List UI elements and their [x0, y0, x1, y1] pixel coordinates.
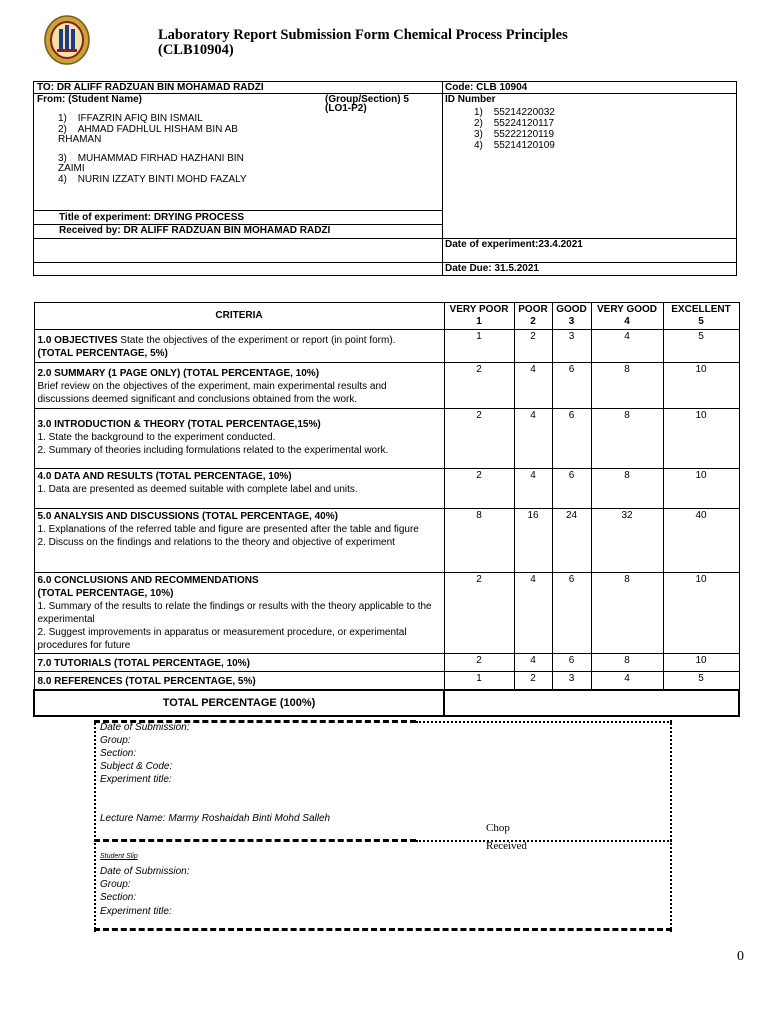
score-cell: 8 [591, 573, 663, 654]
id-3 [474, 129, 554, 140]
score-cell: 4 [591, 672, 663, 691]
slip-field: Section: [100, 748, 137, 759]
slip-field: Experiment title: [100, 774, 172, 785]
table-row [34, 573, 739, 654]
id-4 [474, 140, 555, 151]
lecturer-name: Lecture Name: Marmy Roshaidah Binti Mohd Salleh [100, 813, 331, 824]
code-field: Code: CLB 10904 [445, 82, 528, 93]
university-logo [44, 15, 90, 65]
criteria-table [33, 302, 740, 717]
score-cell: 2 [444, 409, 514, 469]
score-cell: 5 [663, 330, 739, 363]
level-header: VERY GOOD 4 [591, 303, 663, 330]
score-cell: 10 [663, 573, 739, 654]
student-name: NURIN IZZATY BINTI MOHD FAZALY [77, 174, 247, 185]
student-name: AHMAD FADHLUL HISHAM BIN AB [77, 124, 238, 135]
criteria-header: CRITERIA [34, 303, 444, 330]
score-cell: 4 [514, 469, 552, 509]
score-cell: 10 [663, 409, 739, 469]
student-name: MUHAMMAD FIRHAD HAZHANI BIN [77, 153, 244, 164]
to-field: TO: DR ALIFF RADZUAN BIN MOHAMAD RADZI [37, 82, 264, 93]
score-cell: 6 [552, 363, 591, 409]
score-cell: 8 [591, 469, 663, 509]
id-num: 1) [474, 107, 483, 118]
score-cell: 8 [444, 509, 514, 573]
received-by: Received by: DR ALIFF RADZUAN BIN MOHAMAD RADZI [59, 225, 331, 236]
info-table [33, 81, 737, 276]
score-cell: 2 [444, 654, 514, 672]
criteria-cell: 1.0 OBJECTIVES State the objectives of the experiment or report (in point form). (TOTAL PERCENTAGE, 5%) [34, 330, 444, 363]
level-header: EXCELLENT 5 [663, 303, 739, 330]
score-cell: 40 [663, 509, 739, 573]
slip-field: Experiment title: [100, 906, 172, 917]
student-num: 2) [58, 124, 67, 135]
id-num: 4) [474, 140, 483, 151]
student-4 [58, 174, 247, 185]
id-num: 3) [474, 129, 483, 140]
received-label: Received [486, 840, 527, 852]
student-1 [58, 113, 203, 124]
page-number: 0 [737, 949, 744, 964]
student-num: 1) [58, 113, 67, 124]
id-num: 2) [474, 118, 483, 129]
form-title-line1: Laboratory Report Submission Form Chemical Process Principles [158, 27, 568, 43]
id-value: 55214220032 [493, 107, 555, 118]
id-2 [474, 118, 554, 129]
criteria-cell: 4.0 DATA AND RESULTS (TOTAL PERCENTAGE, 10%) 1. Data are presented as deemed suitable with complete label and units. [34, 469, 444, 509]
table-row [34, 363, 739, 409]
score-cell: 6 [552, 469, 591, 509]
student-num: 3) [58, 153, 67, 164]
group-sub: (LO1-P2) [325, 103, 367, 114]
score-cell: 10 [663, 363, 739, 409]
score-cell: 8 [591, 654, 663, 672]
id-1 [474, 107, 555, 118]
slip-field: Date of Submission: [100, 866, 190, 877]
id-value: 55224120117 [493, 118, 555, 129]
score-cell: 5 [663, 672, 739, 691]
level-header: POOR 2 [514, 303, 552, 330]
student-2-cont: RHAMAN [58, 134, 102, 145]
student-3-cont: ZAIMI [58, 163, 85, 174]
criteria-cell: 8.0 REFERENCES (TOTAL PERCENTAGE, 5%) [34, 672, 444, 691]
total-value-cell[interactable] [444, 690, 739, 716]
criteria-cell: 5.0 ANALYSIS AND DISCUSSIONS (TOTAL PERCENTAGE, 40%) 1. Explanations of the referred table and figure are presented after the table and figure 2. Discuss on the findings and relations to the theory and objective of experiment [34, 509, 444, 573]
level-header: GOOD 3 [552, 303, 591, 330]
slip-field: Group: [100, 735, 131, 746]
chop-label: Chop [486, 822, 510, 834]
id-value: 55222120119 [493, 129, 555, 140]
table-row [34, 409, 739, 469]
criteria-header-row [34, 303, 739, 330]
id-value: 55214120109 [493, 140, 555, 151]
score-cell: 4 [591, 330, 663, 363]
score-cell: 4 [514, 363, 552, 409]
experiment-title: Title of experiment: DRYING PROCESS [59, 212, 245, 223]
score-cell: 8 [591, 363, 663, 409]
student-name: IFFAZRIN AFIQ BIN ISMAIL [77, 113, 203, 124]
table-row [34, 330, 739, 363]
score-cell: 2 [514, 330, 552, 363]
id-label: ID Number [445, 94, 496, 105]
form-title-line2: (CLB10904) [158, 42, 234, 58]
total-label: TOTAL PERCENTAGE (100%) [34, 690, 444, 716]
slip-field: Date of Submission: [100, 722, 190, 733]
score-cell: 6 [552, 573, 591, 654]
date-due: Date Due: 31.5.2021 [445, 263, 539, 274]
total-row [34, 690, 739, 716]
score-cell: 2 [444, 363, 514, 409]
score-cell: 10 [663, 469, 739, 509]
form-title [158, 28, 568, 58]
score-cell: 1 [444, 330, 514, 363]
submission-slip [94, 720, 672, 932]
score-cell: 3 [552, 672, 591, 691]
table-row [34, 672, 739, 691]
score-cell: 10 [663, 654, 739, 672]
slip-field: Section: [100, 892, 137, 903]
score-cell: 8 [591, 409, 663, 469]
level-header: VERY POOR 1 [444, 303, 514, 330]
score-cell: 4 [514, 654, 552, 672]
criteria-cell: 6.0 CONCLUSIONS AND RECOMMENDATIONS (TOTAL PERCENTAGE, 10%) 1. Summary of the results to relate the findings or results with the theory applicable to the experimental 2. Suggest improvements in apparatus or measurement procedure, or experimental procedures for future [34, 573, 444, 654]
from-label: From: (Student Name) [37, 94, 142, 105]
score-cell: 1 [444, 672, 514, 691]
score-cell: 2 [444, 573, 514, 654]
score-cell: 24 [552, 509, 591, 573]
table-row [34, 654, 739, 672]
score-cell: 6 [552, 654, 591, 672]
date-of-experiment: Date of experiment:23.4.2021 [445, 239, 583, 250]
score-cell: 32 [591, 509, 663, 573]
score-cell: 4 [514, 573, 552, 654]
student-3 [58, 153, 244, 164]
score-cell: 6 [552, 409, 591, 469]
student-slip-label: Student Slip [100, 853, 138, 860]
score-cell: 2 [444, 469, 514, 509]
score-cell: 16 [514, 509, 552, 573]
table-row [34, 509, 739, 573]
score-cell: 4 [514, 409, 552, 469]
group-label: (Group/Section) 5 [325, 94, 409, 105]
score-cell: 3 [552, 330, 591, 363]
table-row [34, 469, 739, 509]
criteria-cell: 2.0 SUMMARY (1 PAGE ONLY) (TOTAL PERCENTAGE, 10%) Brief review on the objectives of the experiment, main experimental results and discussions deemed significant and conclusions obtained from the work. [34, 363, 444, 409]
criteria-cell: 3.0 INTRODUCTION & THEORY (TOTAL PERCENTAGE,15%) 1. State the background to the experiment conducted. 2. Summary of theories including formulations related to the experimental work. [34, 409, 444, 469]
slip-field: Subject & Code: [100, 761, 173, 772]
slip-field: Group: [100, 879, 131, 890]
criteria-cell: 7.0 TUTORIALS (TOTAL PERCENTAGE, 10%) [34, 654, 444, 672]
score-cell: 2 [514, 672, 552, 691]
student-num: 4) [58, 174, 67, 185]
